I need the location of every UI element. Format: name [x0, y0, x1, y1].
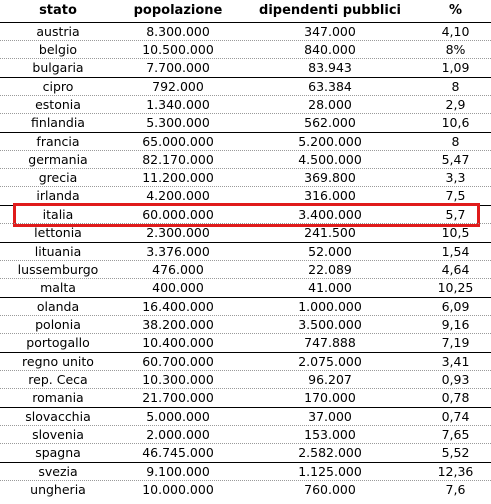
cell-percent: 10,25	[437, 280, 474, 295]
cell-dipendenti-pubblici: 369.800	[304, 170, 356, 185]
header-popolazione: popolazione	[133, 3, 223, 18]
cell-percent: 8	[451, 79, 460, 94]
cell-percent: 0,93	[441, 372, 470, 387]
cell-dipendenti-pubblici: 1.000.000	[298, 299, 362, 314]
table-row	[0, 114, 491, 133]
cell-stato: irlanda	[36, 188, 80, 203]
cell-percent: 7,6	[445, 482, 466, 497]
cell-percent: 3,41	[441, 354, 470, 369]
cell-stato: belgio	[38, 42, 78, 57]
table-row	[0, 279, 491, 298]
cell-percent: 12,36	[437, 464, 474, 479]
cell-popolazione: 5.000.000	[146, 409, 210, 424]
table-row	[0, 23, 491, 41]
cell-dipendenti-pubblici: 840.000	[304, 42, 356, 57]
cell-popolazione: 60.700.000	[142, 354, 214, 369]
cell-dipendenti-pubblici: 316.000	[304, 188, 356, 203]
cell-popolazione: 2.300.000	[146, 225, 210, 240]
cell-dipendenti-pubblici: 2.582.000	[298, 445, 362, 460]
cell-stato: finlandia	[31, 115, 85, 130]
table-row	[0, 133, 491, 151]
cell-popolazione: 21.700.000	[142, 390, 214, 405]
header-percent: %	[448, 3, 463, 18]
cell-dipendenti-pubblici: 3.500.000	[298, 317, 362, 332]
cell-popolazione: 10.300.000	[142, 372, 214, 387]
table-row	[0, 463, 491, 481]
cell-dipendenti-pubblici: 747.888	[304, 335, 356, 350]
cell-dipendenti-pubblici: 4.500.000	[298, 152, 362, 167]
cell-popolazione: 10.000.000	[142, 482, 214, 497]
cell-percent: 3,3	[445, 170, 466, 185]
cell-percent: 9,16	[441, 317, 470, 332]
cell-stato: francia	[36, 134, 80, 149]
cell-stato: rep. Ceca	[28, 372, 88, 387]
cell-popolazione: 10.400.000	[142, 335, 214, 350]
table-row	[0, 481, 491, 499]
cell-stato: olanda	[36, 299, 80, 314]
cell-dipendenti-pubblici: 241.500	[304, 225, 356, 240]
table-row	[0, 371, 491, 389]
cell-popolazione: 65.000.000	[142, 134, 214, 149]
cell-popolazione: 60.000.000	[142, 207, 214, 222]
cell-popolazione: 46.745.000	[142, 445, 214, 460]
cell-dipendenti-pubblici: 83.943	[308, 60, 352, 75]
cell-dipendenti-pubblici: 37.000	[308, 409, 352, 424]
table-row	[0, 298, 491, 316]
cell-popolazione: 8.300.000	[146, 24, 210, 39]
table-row	[0, 41, 491, 59]
cell-popolazione: 2.000.000	[146, 427, 210, 442]
table-row	[0, 224, 491, 243]
table-row	[0, 59, 491, 78]
cell-stato: italia	[42, 207, 74, 222]
header-stato: stato	[39, 3, 77, 18]
cell-stato: germania	[28, 152, 88, 167]
cell-percent: 0,78	[441, 390, 470, 405]
cell-dipendenti-pubblici: 28.000	[308, 97, 352, 112]
cell-popolazione: 476.000	[152, 262, 204, 277]
cell-dipendenti-pubblici: 562.000	[304, 115, 356, 130]
cell-stato: slovacchia	[25, 409, 91, 424]
table-row	[0, 408, 491, 426]
table-row	[0, 353, 491, 371]
cell-stato: romania	[32, 390, 84, 405]
cell-stato: regno unito	[22, 354, 94, 369]
cell-stato: slovenia	[32, 427, 84, 442]
cell-stato: lituania	[34, 244, 82, 259]
cell-stato: cipro	[42, 79, 74, 94]
cell-stato: austria	[36, 24, 80, 39]
cell-popolazione: 792.000	[152, 79, 204, 94]
cell-stato: grecia	[38, 170, 78, 185]
cell-stato: ungheria	[30, 482, 86, 497]
table-row	[0, 187, 491, 206]
cell-stato: portogallo	[26, 335, 90, 350]
cell-popolazione: 7.700.000	[146, 60, 210, 75]
cell-popolazione: 16.400.000	[142, 299, 214, 314]
table-row	[0, 169, 491, 187]
cell-percent: 6,09	[441, 299, 470, 314]
cell-percent: 4,64	[441, 262, 470, 277]
cell-stato: bulgaria	[32, 60, 84, 75]
cell-popolazione: 9.100.000	[146, 464, 210, 479]
cell-popolazione: 5.300.000	[146, 115, 210, 130]
cell-stato: spagna	[35, 445, 81, 460]
cell-dipendenti-pubblici: 170.000	[304, 390, 356, 405]
table-row	[0, 261, 491, 279]
cell-percent: 7,65	[441, 427, 470, 442]
cell-stato: polonia	[35, 317, 81, 332]
cell-popolazione: 38.200.000	[142, 317, 214, 332]
cell-percent: 8	[451, 134, 460, 149]
cell-percent: 2,9	[445, 97, 466, 112]
cell-percent: 5,52	[441, 445, 470, 460]
table-row	[0, 96, 491, 114]
cell-stato: svezia	[38, 464, 78, 479]
cell-popolazione: 1.340.000	[146, 97, 210, 112]
cell-dipendenti-pubblici: 153.000	[304, 427, 356, 442]
cell-stato: lettonia	[34, 225, 82, 240]
table-header	[0, 0, 491, 23]
cell-percent: 1,09	[441, 60, 470, 75]
table-row	[0, 389, 491, 408]
cell-percent: 4,10	[441, 24, 470, 39]
cell-dipendenti-pubblici: 1.125.000	[298, 464, 362, 479]
table-body	[0, 23, 491, 499]
table-row	[0, 206, 491, 224]
cell-stato: estonia	[35, 97, 81, 112]
cell-percent: 8%	[445, 42, 466, 57]
cell-popolazione: 4.200.000	[146, 188, 210, 203]
table-row	[0, 151, 491, 169]
cell-percent: 10,5	[441, 225, 470, 240]
header-dipendenti-pubblici: dipendenti pubblici	[259, 3, 401, 18]
cell-dipendenti-pubblici: 96.207	[308, 372, 352, 387]
cell-dipendenti-pubblici: 2.075.000	[298, 354, 362, 369]
cell-dipendenti-pubblici: 760.000	[304, 482, 356, 497]
table-row	[0, 426, 491, 444]
cell-popolazione: 11.200.000	[142, 170, 214, 185]
cell-dipendenti-pubblici: 63.384	[308, 79, 352, 94]
cell-percent: 1,54	[441, 244, 470, 259]
cell-dipendenti-pubblici: 5.200.000	[298, 134, 362, 149]
table-row	[0, 316, 491, 334]
cell-percent: 0,74	[441, 409, 470, 424]
cell-percent: 10,6	[441, 115, 470, 130]
cell-dipendenti-pubblici: 22.089	[308, 262, 352, 277]
cell-percent: 7,5	[445, 188, 466, 203]
table-row	[0, 334, 491, 353]
cell-dipendenti-pubblici: 41.000	[308, 280, 352, 295]
cell-popolazione: 82.170.000	[142, 152, 214, 167]
cell-percent: 5,7	[445, 207, 466, 222]
cell-dipendenti-pubblici: 347.000	[304, 24, 356, 39]
cell-popolazione: 3.376.000	[146, 244, 210, 259]
cell-popolazione: 400.000	[152, 280, 204, 295]
table-row	[0, 243, 491, 261]
cell-stato: malta	[40, 280, 76, 295]
cell-percent: 5,47	[441, 152, 470, 167]
table-row	[0, 78, 491, 96]
cell-percent: 7,19	[441, 335, 470, 350]
cell-dipendenti-pubblici: 52.000	[308, 244, 352, 259]
cell-dipendenti-pubblici: 3.400.000	[298, 207, 362, 222]
table-row	[0, 444, 491, 463]
cell-stato: lussemburgo	[17, 262, 99, 277]
cell-popolazione: 10.500.000	[142, 42, 214, 57]
